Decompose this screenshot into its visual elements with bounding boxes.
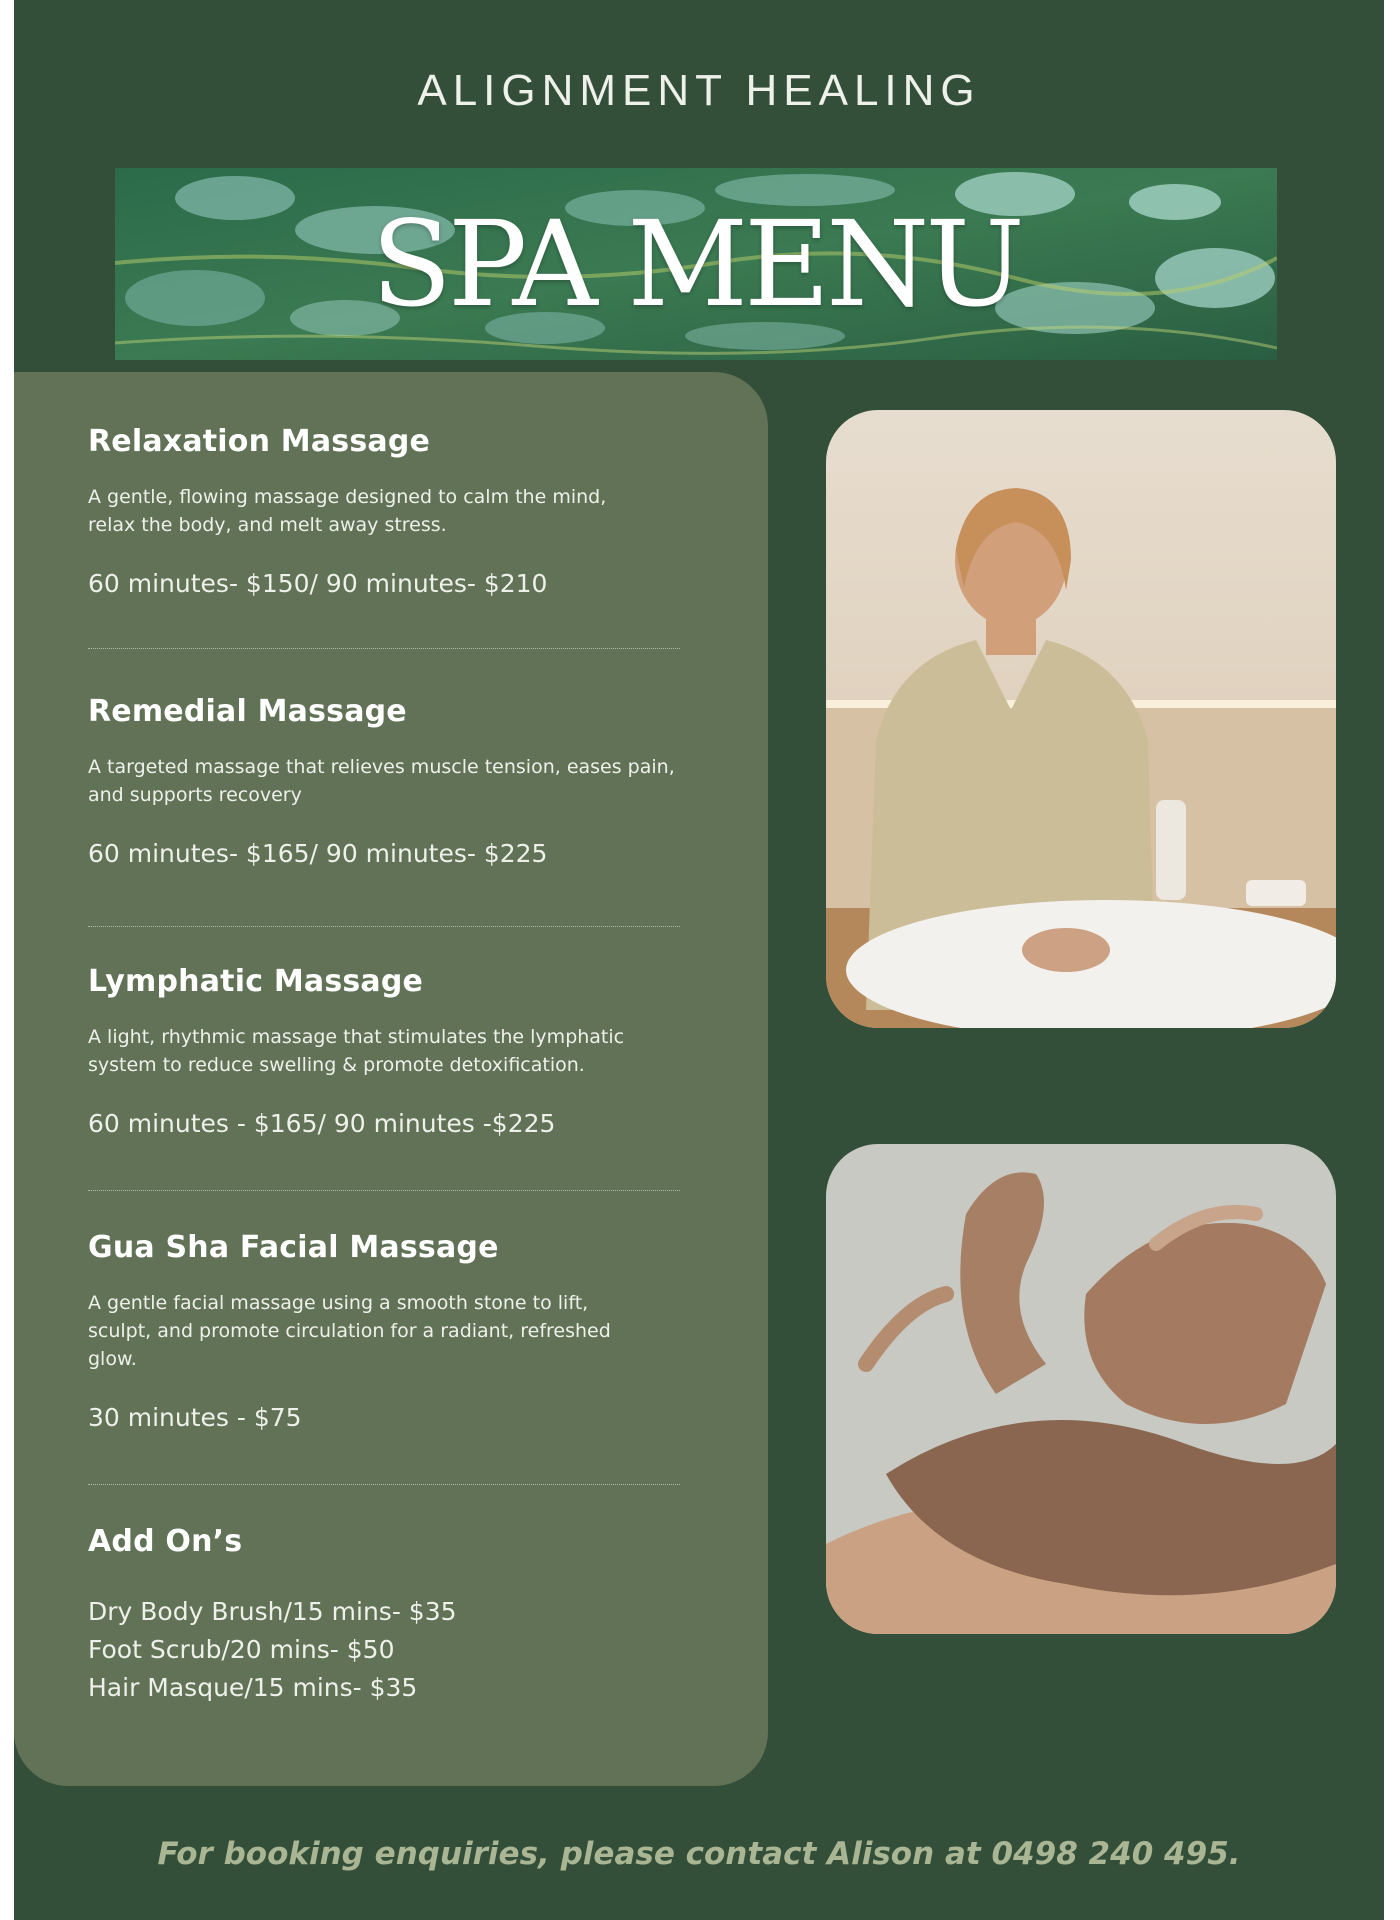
menu-divider [88, 926, 680, 927]
item-price: 30 minutes - $75 [88, 1403, 302, 1432]
menu-item-remedial-massage [88, 694, 688, 868]
addons-list [88, 1593, 688, 1707]
menu-item-relaxation-massage [88, 424, 688, 598]
item-description: A light, rhythmic massage that stimulates the lymphatic system to reduce swelling & promote detoxification. [88, 1026, 625, 1076]
therapist-photo-image [826, 410, 1336, 1028]
addons-title: Add On’s [88, 1524, 243, 1559]
item-title: Gua Sha Facial Massage [88, 1230, 499, 1265]
spa-menu-page [14, 0, 1384, 1920]
item-price: 60 minutes - $165/ 90 minutes -$225 [88, 1109, 556, 1138]
item-title: Lymphatic Massage [88, 964, 424, 999]
addon-item: Dry Body Brush/15 mins- $35 [88, 1597, 457, 1626]
massage-hands-photo-image [826, 1144, 1336, 1634]
banner-title: SPA MENU [371, 195, 1021, 333]
item-description: A gentle facial massage using a smooth stone to lift, sculpt, and promote circulation for a radiant, refreshed glow. [88, 1292, 611, 1370]
menu-divider [88, 1484, 680, 1485]
item-price: 60 minutes- $165/ 90 minutes- $225 [88, 839, 548, 868]
booking-footer: For booking enquiries, please contact Alison at 0498 240 495. [157, 1836, 1241, 1872]
item-title: Remedial Massage [88, 694, 407, 729]
item-title: Relaxation Massage [88, 424, 431, 459]
addons-section [88, 1524, 688, 1707]
item-description: A targeted massage that relieves muscle tension, eases pain, and supports recovery [88, 756, 675, 806]
addon-item: Foot Scrub/20 mins- $50 [88, 1635, 395, 1664]
menu-panel [14, 372, 768, 1786]
menu-divider [88, 648, 680, 649]
menu-item-gua-sha-facial-massage [88, 1230, 688, 1432]
spa-menu-banner [115, 168, 1277, 360]
therapist-photo [826, 410, 1336, 1028]
item-description: A gentle, flowing massage designed to calm the mind, relax the body, and melt away stress. [88, 486, 607, 536]
item-price: 60 minutes- $150/ 90 minutes- $210 [88, 569, 548, 598]
brand-name: ALIGNMENT HEALING [417, 66, 981, 115]
addon-item: Hair Masque/15 mins- $35 [88, 1673, 418, 1702]
massage-hands-photo [826, 1144, 1336, 1634]
menu-item-lymphatic-massage [88, 964, 688, 1138]
menu-divider [88, 1190, 680, 1191]
